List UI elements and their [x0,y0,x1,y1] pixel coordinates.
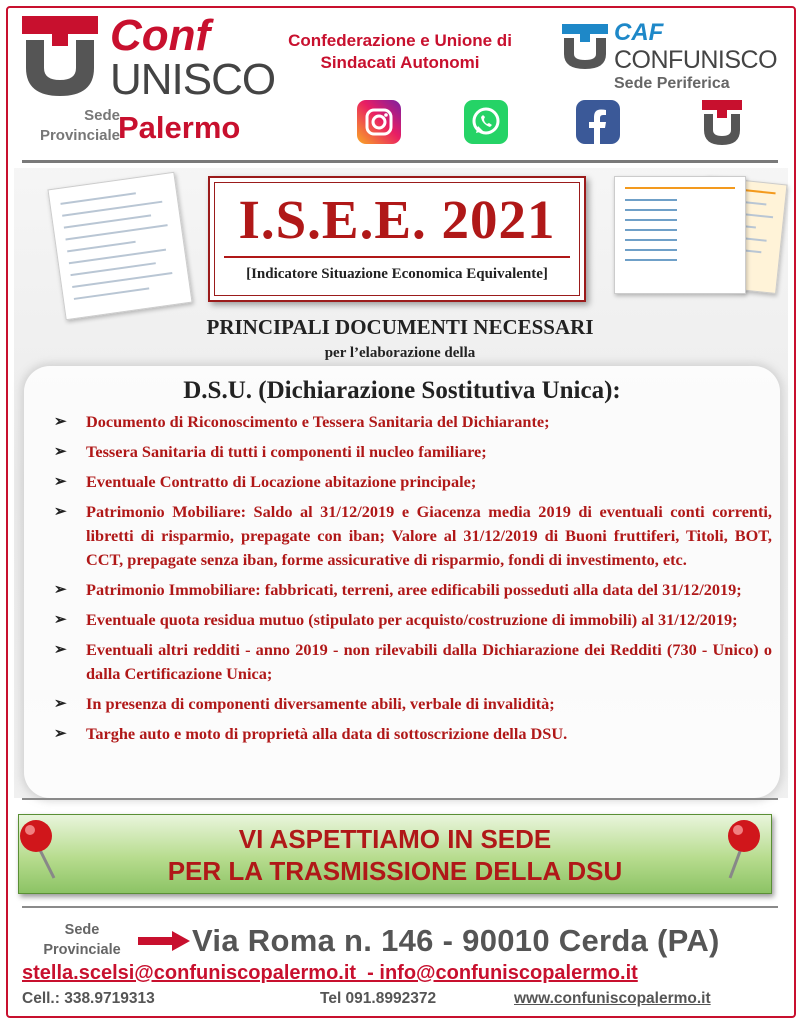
pushpin-icon [14,816,64,882]
arrow-bullet-icon: ➢ [54,474,67,490]
section-divider [22,798,778,800]
documents-panel [24,366,780,798]
list-item-text: Eventuale quota residua mutuo (stipulato per acquisto/costruzione di immobili) al 31/12/2019; [86,610,738,629]
facebook-icon[interactable] [576,100,620,144]
logo-unisco-text: UNISCO [110,55,276,104]
list-item-text: Eventuali altri redditi - anno 2019 - non rilevabili dalla Dichiarazione dei Redditi (730 - Unico) o dalla Certificazione Unica; [86,640,772,683]
isee-title-box [208,176,586,302]
isee-title-divider [224,256,570,258]
whatsapp-icon[interactable] [464,100,508,144]
website-link[interactable]: www.confuniscopalermo.it [514,990,711,1007]
sede-periferica-label: Sede Periferica [614,75,730,92]
banner-line-1: VI ASPETTIAMO IN SEDE [238,824,552,854]
arrow-bullet-icon: ➢ [54,414,67,430]
caf-confunisco-logo [560,20,790,80]
caf-text: CAF [614,19,664,46]
footer-divider [22,906,778,908]
list-item [54,722,772,746]
email-links[interactable]: stella.scelsi@confuniscopalermo.it - info@confuniscopalermo.it [22,962,638,984]
list-item-text: Tessera Sanitaria di tutti i componenti il nucleo familiare; [86,442,487,461]
telephone-number: Tel 091.8992372 [320,990,437,1007]
list-item [54,638,772,686]
list-item [54,440,772,464]
list-item [54,500,772,572]
confunisco-text: CONFUNISCO [614,46,778,74]
sede-provinciale-label: Sede Provinciale [39,107,120,144]
arrow-bullet-icon: ➢ [54,696,67,712]
instagram-icon[interactable] [357,100,401,144]
confunisco-icon[interactable] [700,98,744,146]
arrow-bullet-icon: ➢ [54,642,67,658]
cell-number: Cell.: 338.9719313 [22,990,155,1007]
documents-subheading: per l’elaborazione della [324,345,476,361]
confunisco-mark-icon [18,12,102,98]
document-thumbnail-right [614,176,746,294]
list-item-text: In presenza di componenti diversamente abili, verbale di invalidità; [86,694,555,713]
documents-list [54,410,772,752]
list-item [54,470,772,494]
arrow-bullet-icon: ➢ [54,612,67,628]
list-item [54,410,772,434]
list-item-text: Eventuale Contratto di Locazione abitazione principale; [86,472,477,491]
banner-text [19,823,771,887]
list-item-text: Patrimonio Immobiliare: fabbricati, terreni, aree edificabili posseduti alla data del 31/12/2019; [86,580,742,599]
documents-heading: PRINCIPALI DOCUMENTI NECESSARI [206,315,594,339]
confunisco-logo [18,11,276,104]
list-item [54,578,772,602]
list-item [54,692,772,716]
call-to-action-banner [18,814,772,894]
address: Via Roma n. 146 - 90010 Cerda (PA) [192,923,720,958]
pushpin-icon [718,816,768,882]
city-name: Palermo [118,110,241,145]
arrow-bullet-icon: ➢ [54,444,67,460]
list-item-text: Documento di Riconoscimento e Tessera Sanitaria del Dichiarante; [86,412,550,431]
arrow-right-icon [138,930,190,952]
list-item-text: Targhe auto e moto di proprietà alla data di sottoscrizione della DSU. [86,724,568,743]
logo-conf-text: Conf [110,11,211,60]
banner-line-2: PER LA TRASMISSIONE DELLA DSU [167,856,623,886]
isee-title: I.S.E.E. 2021 [238,189,556,250]
arrow-bullet-icon: ➢ [54,582,67,598]
dsu-heading: D.S.U. (Dichiarazione Sostitutiva Unica): [183,377,621,404]
list-item [54,608,772,632]
caf-mark-icon [560,22,610,70]
confederation-name: Confederazione e Unione di Sindacati Autonomi [288,31,512,72]
header-divider [22,160,778,163]
isee-subtitle: [Indicatore Situazione Economica Equivalente] [246,266,548,282]
arrow-bullet-icon: ➢ [54,726,67,742]
list-item-text: Patrimonio Mobiliare: Saldo al 31/12/2019 e Giacenza media 2019 di eventuali conti correnti, libretti di risparmio, prepagate con iban; Valore al 31/12/2019 di Buoni fruttiferi, Titoli, BOT, CCT, prepagate senza iban, forme assicurative di risparmio, fondi di investimento, etc. [86,502,772,569]
footer-sede-label: Sede Provinciale [43,922,121,958]
document-thumbnail-left [47,172,192,321]
arrow-bullet-icon: ➢ [54,504,67,520]
